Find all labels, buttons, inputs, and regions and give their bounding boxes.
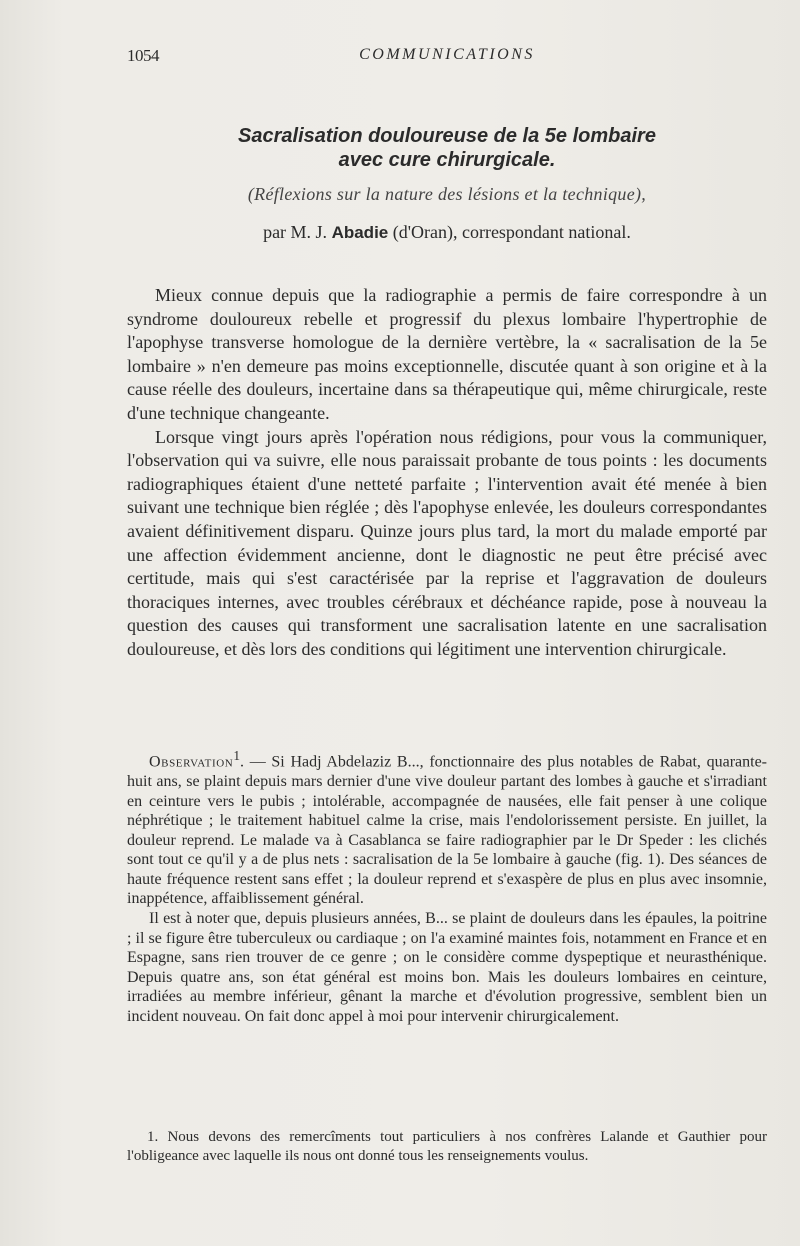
running-title: COMMUNICATIONS [359,46,535,63]
observation-paragraph: Il est à noter que, depuis plusieurs années, B... se plaint de douleurs dans les épaules, la poitrine ; il se figure être tuberculeux ou cardiaque ; on l'a examiné maintes fois, notamment en France et en Espagne, sans rien trouver de ce genre ; on le considère comme dyspeptique et neurasthénique. Depuis quatre ans, son état général est moins bon. Mais les douleurs lombaires en ceinture, irradiées au membre inférieur, gênant la marche et d'évolution progressive, semblent bien un incident nouveau. On fait donc appel à moi pour intervenir chirurgicalement. [127,910,767,1026]
page-number: 1054 [127,46,159,65]
author-line [127,220,767,245]
footnote-text: 1. Nous devons des remercîments tout particuliers à nos confrères Lalande et Gauthier pour l'obligeance avec laquelle ils nous ont donné tous les renseignements voulus. [127,1129,767,1164]
footnote [127,1128,767,1166]
footnote-reference: 1 [233,748,240,763]
article-title-line-2: avec cure chirurgicale. [338,149,556,171]
body-paragraph: Mieux connue depuis que la radiographie a permis de faire correspondre à un syndrome douloureux rebelle et progressif du plexus lombaire l'hypertrophie de l'apophyse transverse homologue de la dernière vertèbre, la « sacralisation de la 5e lombaire » n'en demeure pas moins exceptionnelle, discutée quant à son origine et à la cause réelle des douleurs, incertaine dans sa thérapeutique qui, même chirurgicale, reste d'une technique changeante. [127,285,767,423]
article-heading [127,124,767,245]
body-paragraph: Lorsque vingt jours après l'opération nous rédigions, pour vous la communiquer, l'observation qui va suivre, elle nous paraissait probante de tous points : les documents radiographiques étaient d'une netteté parfaite ; l'intervention avait été menée à bien suivant une technique bien réglée ; dès l'apophyse enlevée, les douleurs correspondantes avaient définitivement disparu. Quinze jours plus tard, la mort du malade emporté par une affection évidemment ancienne, dont le diagnostic ne peut être précisé avec certitude, mais qui s'est caractérisée par la reprise et l'aggravation de douleurs thoraciques internes, avec troubles cérébraux et déchéance rapide, pose à nouveau la question des causes qui transforment une sacralisation latente en une sacralisation douloureuse, et dès lors des conditions qui légitiment une intervention chirurgicale. [127,426,767,659]
author-name: Abadie [331,223,389,242]
body-text [127,284,767,662]
observation-paragraph [127,746,767,909]
observation-label: Observation [149,753,234,771]
author-suffix: (d'Oran), correspondant national. [392,222,631,242]
article-title-line-1: Sacralisation douloureuse de la 5e lombaire [238,125,656,147]
author-prefix: par M. J. [263,222,328,242]
observation-section [127,746,767,1027]
article-subtitle: (Réflexions sur la nature des lésions et la technique), [247,184,647,204]
running-head [127,46,767,70]
observation-text-1: . — Si Hadj Abdelaziz B..., fonctionnaire des plus notables de Rabat, quarante-huit ans, se plaint depuis mars dernier d'une vive douleur partant des lombes à gauche et s'irradiant en ceinture vers le pubis ; intolérable, accompagnée de nausées, elle fait penser à une colique néphrétique ; le traitement habituel calme la crise, mais l'endolorissement persiste. En juillet, la douleur reprend. Le malade va à Casablanca se faire radiographier par le Dr Speder : les clichés sont tout ce qu'il y a de plus nets : sacralisation de la 5e lombaire à gauche (fig. 1). Des séances de haute fréquence restent sans effet ; la douleur reprend et s'exaspère de plus en plus avec insomnie, inappétence, affaiblissement général. [127,753,767,908]
